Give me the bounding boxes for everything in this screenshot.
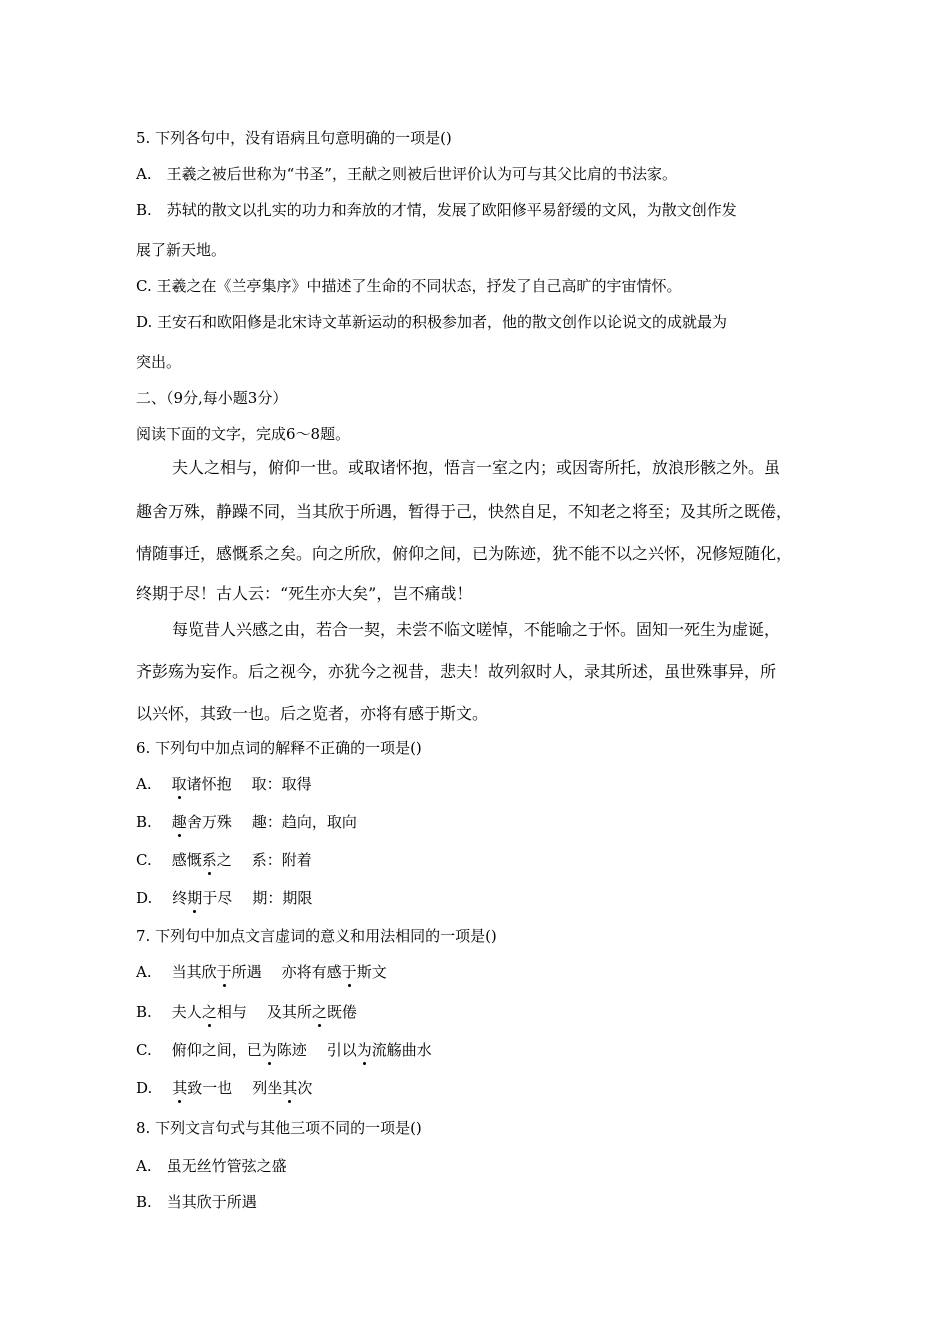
passage-line: 趣舍万殊，静躁不同，当其欣于所遇，暂得于己，快然自足，不知老之将至；及其所之既倦，	[136, 502, 793, 521]
dotted-char: 其	[282, 1079, 298, 1097]
q6-option-d: D. 终期于尽 期：期限	[136, 889, 313, 907]
dotted-char: 于	[216, 963, 232, 981]
q6-option-a: A. 取诸怀抱 取：取得	[136, 775, 312, 793]
q7-option-d: D. 其致一也 列坐其次	[136, 1079, 313, 1097]
q5-option-a: A. 王羲之被后世称为“书圣”，王献之则被后世评价认为可与其父比肩的书法家。	[136, 165, 677, 183]
q5-option-c: C. 王羲之在《兰亭集序》中描述了生命的不同状态，抒发了自己高旷的宇宙情怀。	[136, 277, 682, 295]
dotted-char: 趣	[171, 813, 187, 831]
q8-option-a: A. 虽无丝竹管弦之盛	[136, 1157, 287, 1175]
q5-stem: 5. 下列各句中，没有语病且句意明确的一项是()	[136, 129, 452, 147]
q5-option-d-line2: 突出。	[136, 353, 182, 371]
section-heading: 二、（9分,每小题3分）	[136, 389, 288, 407]
q7-stem: 7. 下列句中加点文言虚词的意义和用法相同的一项是()	[136, 927, 497, 945]
passage-line: 齐彭殇为妄作。后之视今，亦犹今之视昔，悲夫！故列叙时人，录其所述，虽世殊事异，所	[136, 662, 777, 681]
dotted-char: 为	[261, 1041, 277, 1059]
q6-option-b: B. 趣舍万殊 趣：趋向，取向	[136, 813, 357, 831]
passage-line: 每览昔人兴感之由，若合一契，未尝不临文嗟悼，不能喻之于怀。固知一死生为虚诞，	[172, 620, 781, 639]
q7-option-a: A. 当其欣于所遇 亦将有感于斯文	[136, 963, 387, 981]
dotted-char: 之	[201, 1003, 217, 1021]
q8-stem: 8. 下列文言句式与其他三项不同的一项是()	[136, 1119, 422, 1137]
dotted-char: 期	[187, 889, 203, 907]
q8-option-b: B. 当其欣于所遇	[136, 1193, 257, 1211]
passage-line: 终期于尽！古人云：“死生亦大矣”，岂不痛哉！	[136, 584, 473, 603]
dotted-char: 于	[341, 963, 357, 981]
dotted-char: 系	[201, 851, 217, 869]
reading-instruction: 阅读下面的文字，完成6～8题。	[136, 425, 351, 443]
q6-option-c: C. 感慨系之 系：附着	[136, 851, 312, 869]
dotted-char: 其	[172, 1079, 188, 1097]
q7-option-b: B. 夫人之相与 及其所之既倦	[136, 1003, 357, 1021]
passage-line: 情随事迁，感慨系之矣。向之所欣，俯仰之间，已为陈迹，犹不能不以之兴怀，况修短随化，	[136, 544, 793, 563]
passage-line: 夫人之相与，俯仰一世。或取诸怀抱，悟言一室之内；或因寄所托，放浪形骸之外。虽	[172, 458, 781, 477]
dotted-char: 为	[356, 1041, 372, 1059]
q5-option-b-line1: B. 苏轼的散文以扎实的功力和奔放的才情，发展了欧阳修平易舒缓的文风，为散文创作发	[136, 201, 737, 219]
q7-option-c: C. 俯仰之间，已为陈迹 引以为流觞曲水	[136, 1041, 432, 1059]
passage-line: 以兴怀，其致一也。后之览者，亦将有感于斯文。	[136, 704, 489, 723]
dotted-char: 之	[311, 1003, 327, 1021]
q5-option-d-line1: D. 王安石和欧阳修是北宋诗文革新运动的积极参加者，他的散文创作以论说文的成就最为	[136, 313, 728, 331]
q6-stem: 6. 下列句中加点词的解释不正确的一项是()	[136, 739, 422, 757]
dotted-char: 取	[171, 775, 187, 793]
q5-option-b-line2: 展了新天地。	[136, 241, 227, 259]
